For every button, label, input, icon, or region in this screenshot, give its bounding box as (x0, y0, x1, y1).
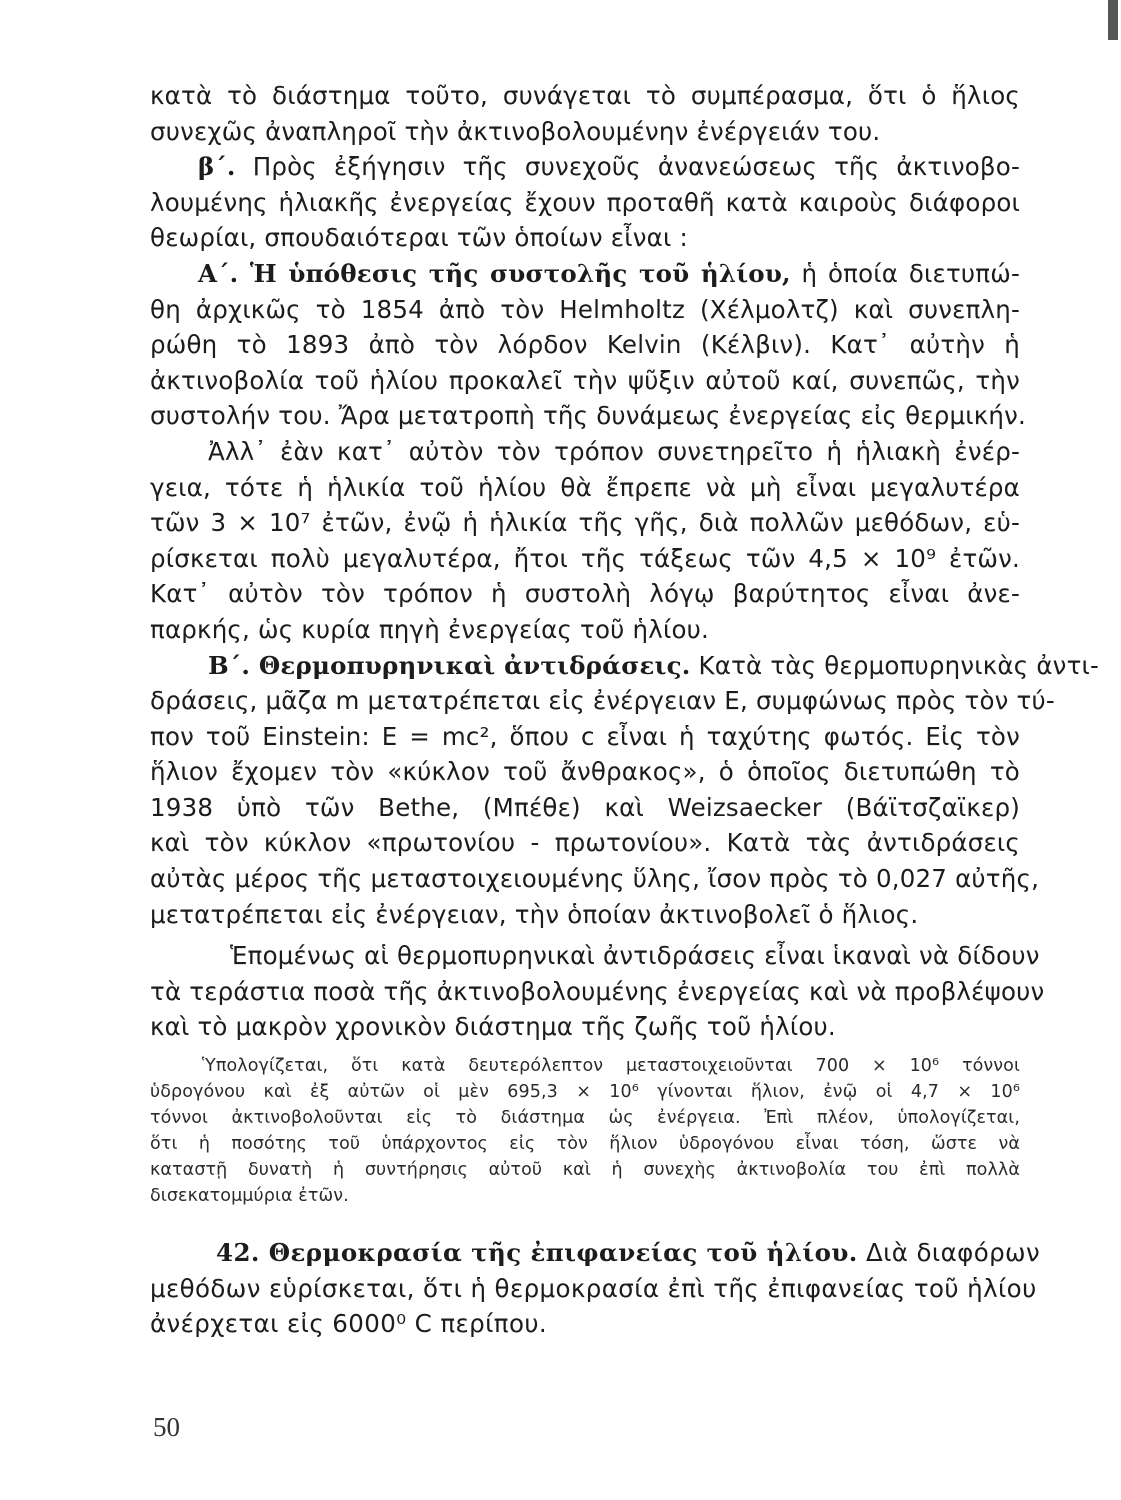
footnote-line: τόννοι ἀκτινοβολοῦνται εἰς τὸ διάστημα ὡς ἐνέργεια. Ἐπὶ πλέον, ὑπολογίζεται, (150, 1108, 1020, 1129)
theory-b-heading: Β΄. Θερμοπυρηνικαὶ ἀντιδράσεις. (208, 650, 691, 680)
text-line: καὶ τὸν κύκλον «πρωτονίου - πρωτονίου». Κατὰ τὰς ἀντιδράσεις (150, 828, 1020, 858)
text-line: συστολήν του. Ἄρα μετατροπὴ τῆς δυνάμεως ἐνεργείας εἰς θερμικήν. (150, 401, 1027, 431)
section-42-heading: 42. Θερμοκρασία τῆς ἐπιφανείας τοῦ ἡλίου. (216, 1238, 858, 1268)
theory-b-first-line (150, 648, 1100, 684)
section-42-first-line (150, 1235, 1041, 1271)
section-42 (150, 1235, 1041, 1342)
text-line: Κατ᾽ αὐτὸν τὸν τρόπον ἡ συστολὴ λόγῳ βαρύτητος εἶναι ἀνε- (150, 579, 1020, 609)
text-line: λουμένης ἡλιακῆς ἐνεργείας ἔχουν προταθῆ κατὰ καιροὺς διάφοροι (150, 187, 1020, 217)
text-line: αὐτὰς μέρος τῆς μεταστοιχειουμένης ὕλης, ἴσον πρὸς τὸ 0,027 αὐτῆς, (150, 864, 1040, 894)
text-line: Ἀλλ᾽ ἐὰν κατ᾽ αὐτὸν τὸν τρόπον συνετηρεῖτο ἡ ἡλιακὴ ἐνέρ- (208, 436, 1020, 466)
footnote-line: Ὑπολογίζεται, ὅτι κατὰ δευτερόλεπτον μεταστοιχειοῦνται 700 × 10⁶ τόννοι (202, 1056, 1020, 1077)
theory-a-first-line (150, 256, 1020, 292)
footnote (150, 1053, 1020, 1209)
text-line: ἀκτινοβολία τοῦ ἡλίου προκαλεῖ τὴν ψῦξιν αὐτοῦ καί, συνεπῶς, τὴν (150, 365, 1020, 395)
text-line: γεια, τότε ἡ ἡλικία τοῦ ἡλίου θὰ ἔπρεπε νὰ μὴ εἶναι μεγαλυτέρα (150, 472, 1020, 502)
text-line: θη ἀρχικῶς τὸ 1854 ἀπὸ τὸν Helmholtz (Χέλμολτζ) καὶ συνεπλη- (150, 294, 1020, 324)
text-line: ἥλιον ἔχομεν τὸν «κύκλον τοῦ ἄνθρακος», ὁ ὁποῖος διετυπώθη τὸ (150, 757, 1020, 787)
text-line: θεωρίαι, σπουδαιότεραι τῶν ὁποίων εἶναι : (150, 223, 688, 253)
item-b-first-line (150, 149, 1020, 185)
theory-a-heading: Α΄. Ἡ ὑπόθεσις τῆς συστολῆς τοῦ ἡλίου, (198, 258, 791, 288)
footnote-line: δισεκατομμύρια ἐτῶν. (150, 1186, 349, 1207)
text-line: παρκής, ὡς κυρία πηγὴ ἐνεργείας τοῦ ἡλίου. (150, 614, 709, 644)
text-line: ρίσκεται πολὺ μεγαλυτέρα, ἤτοι τῆς τάξεως τῶν 4,5 × 10⁹ ἐτῶν. (150, 543, 1020, 573)
section-42-text: Διὰ διαφόρων (857, 1238, 1041, 1268)
text-line: τῶν 3 × 10⁷ ἐτῶν, ἐνῷ ἡ ἡλικία τῆς γῆς, διὰ πολλῶν μεθόδων, εὑ- (150, 508, 1020, 538)
item-b-label: β΄. (198, 152, 236, 182)
text-line: μεθόδων εὑρίσκεται, ὅτι ἡ θερμοκρασία ἐπὶ τῆς ἐπιφανείας τοῦ ἡλίου (150, 1273, 1037, 1303)
text-line: δράσεις, μᾶζα m μετατρέπεται εἰς ἐνέργειαν Ε, συμφώνως πρὸς τὸν τύ- (150, 686, 1055, 716)
theory-a-text: ἡ ὁποία διετυπώ- (790, 258, 1020, 288)
text-line: τὰ τεράστια ποσὰ τῆς ἀκτινοβολουμένης ἐνεργείας καὶ νὰ προβλέψουν (150, 976, 1045, 1006)
text-line: μετατρέπεται εἰς ἐνέργειαν, τὴν ὁποίαν ἀκτινοβολεῖ ὁ ἥλιος. (150, 899, 919, 929)
text-line: καὶ τὸ μακρὸν χρονικὸν διάστημα τῆς ζωῆς τοῦ ἡλίου. (150, 1012, 836, 1042)
text-line: ἀνέρχεται εἰς 6000⁰ C περίπου. (150, 1309, 548, 1339)
page-number: 50 (153, 1412, 180, 1442)
theory-b-text: Κατὰ τὰς θερμοπυρηνικὰς ἀντι- (690, 650, 1100, 680)
text-line: κατὰ τὸ διάστημα τοῦτο, συνάγεται τὸ συμπέρασμα, ὅτι ὁ ἥλιος (150, 81, 1020, 110)
text-line: συνεχῶς ἀναπληροῖ τὴν ἀκτινοβολουμένην ἐνέργειάν του. (150, 116, 881, 146)
text-line: πον τοῦ Einstein: E = mc², ὅπου c εἶναι ἡ ταχύτης φωτός. Εἰς τὸν (150, 721, 1020, 751)
footnote-line: καταστῇ δυνατὴ ἡ συντήρησις αὐτοῦ καὶ ἡ συνεχὴς ἀκτινοβολία του ἐπὶ πολλὰ (150, 1160, 1020, 1181)
footnote-line: ὑδρογόνου καὶ ἐξ αὐτῶν οἱ μὲν 695,3 × 10⁶ γίνονται ἥλιον, ἐνῷ οἱ 4,7 × 10⁶ (150, 1082, 1020, 1103)
footnote-line: ὅτι ἡ ποσότης τοῦ ὑπάρχοντος εἰς τὸν ἥλιον ὑδρογόνου εἶναι τόση, ὥστε νὰ (150, 1134, 1020, 1155)
book-page (150, 78, 1100, 1342)
item-b-text: Πρὸς ἐξήγησιν τῆς συνεχοῦς ἀνανεώσεως τῆς ἀκτινοβο- (235, 152, 1020, 182)
scan-edge-mark (1108, 0, 1118, 40)
text-line: ρώθη τὸ 1893 ἀπὸ τὸν λόρδον Kelvin (Κέλβιν). Κατ᾽ αὐτὴν ἡ (150, 330, 1020, 360)
text-line: Ἑπομένως αἱ θερμοπυρηνικαὶ ἀντιδράσεις εἶναι ἱκαναὶ νὰ δίδουν (230, 941, 1040, 971)
text-line: 1938 ὑπὸ τῶν Bethe, (Μπέθε) καὶ Weizsaecker (Βάϊτσζαϊκερ) (150, 792, 1020, 822)
